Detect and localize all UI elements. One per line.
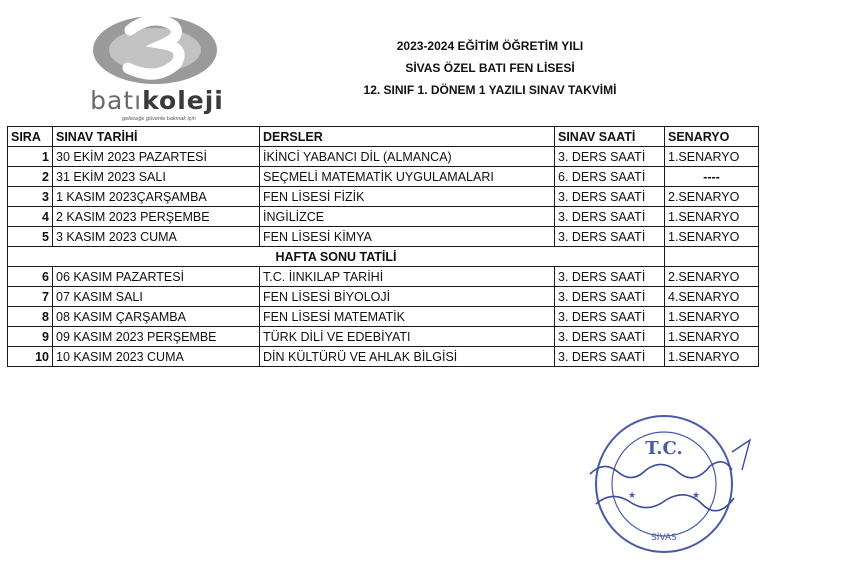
official-stamp-seal	[582, 412, 772, 562]
table-row	[8, 287, 759, 307]
cell-course: SEÇMELİ MATEMATİK UYGULAMALARI	[260, 167, 555, 187]
weekend-break-label: HAFTA SONU TATİLİ	[8, 247, 665, 267]
cell-course: FEN LİSESİ BİYOLOJİ	[260, 287, 555, 307]
cell-time: 3. DERS SAATİ	[555, 347, 665, 367]
cell-course: T.C. İINKILAP TARİHİ	[260, 267, 555, 287]
cell-date: 10 KASIM 2023 CUMA	[53, 347, 260, 367]
table-row	[8, 347, 759, 367]
stamp-bottom-text: SİVAS	[651, 533, 677, 543]
table-row	[8, 327, 759, 347]
cell-no: 5	[8, 227, 53, 247]
weekend-break-row	[8, 247, 759, 267]
cell-date: 07 KASIM SALI	[53, 287, 260, 307]
table-row	[8, 227, 759, 247]
table-row	[8, 207, 759, 227]
cell-no: 3	[8, 187, 53, 207]
exam-schedule-table	[7, 126, 759, 367]
table-header-row	[8, 127, 759, 147]
cell-scenario: 4.SENARYO	[665, 287, 759, 307]
cell-no: 8	[8, 307, 53, 327]
header-school: SİVAS ÖZEL BATI FEN LİSESİ	[405, 61, 575, 75]
cell-scenario: 2.SENARYO	[665, 267, 759, 287]
col-header-scenario: SENARYO	[665, 127, 759, 147]
cell-scenario: 1.SENARYO	[665, 347, 759, 367]
logo-tagline: geleceğe güvenle bakmak için	[122, 116, 196, 122]
cell-scenario: 1.SENARYO	[665, 227, 759, 247]
cell-course: DİN KÜLTÜRÜ VE AHLAK BİLGİSİ	[260, 347, 555, 367]
cell-date: 2 KASIM 2023 PERŞEMBE	[53, 207, 260, 227]
header-year: 2023-2024 EĞİTİM ÖĞRETİM YILI	[396, 39, 584, 53]
logo-wordmark	[62, 86, 252, 115]
weekend-break-empty-cell	[665, 247, 759, 267]
cell-date: 06 KASIM PAZARTESİ	[53, 267, 260, 287]
logo-3-mark-icon	[90, 8, 220, 88]
cell-no: 10	[8, 347, 53, 367]
cell-time: 3. DERS SAATİ	[555, 287, 665, 307]
stamp-top-text: T.C.	[645, 438, 683, 459]
cell-scenario: 1.SENARYO	[665, 147, 759, 167]
cell-course: FEN LİSESİ FİZİK	[260, 187, 555, 207]
stamp-ring	[596, 416, 732, 552]
stamp-star-icons	[628, 490, 700, 500]
cell-no: 7	[8, 287, 53, 307]
cell-course: TÜRK DİLİ VE EDEBİYATI	[260, 327, 555, 347]
header-title: 12. SINIF 1. DÖNEM 1 YAZILI SINAV TAKVİMİ	[363, 83, 617, 97]
cell-date: 08 KASIM ÇARŞAMBA	[53, 307, 260, 327]
cell-time: 3. DERS SAATİ	[555, 327, 665, 347]
cell-time: 3. DERS SAATİ	[555, 187, 665, 207]
cell-time: 3. DERS SAATİ	[555, 207, 665, 227]
table-row	[8, 267, 759, 287]
cell-scenario: 1.SENARYO	[665, 207, 759, 227]
cell-course: FEN LİSESİ KİMYA	[260, 227, 555, 247]
cell-date: 3 KASIM 2023 CUMA	[53, 227, 260, 247]
document-header	[305, 35, 675, 101]
cell-date: 09 KASIM 2023 PERŞEMBE	[53, 327, 260, 347]
cell-no: 4	[8, 207, 53, 227]
cell-time: 3. DERS SAATİ	[555, 307, 665, 327]
col-header-no: SIRA	[8, 127, 53, 147]
cell-scenario: 1.SENARYO	[665, 327, 759, 347]
cell-course: FEN LİSESİ MATEMATİK	[260, 307, 555, 327]
cell-time: 3. DERS SAATİ	[555, 147, 665, 167]
logo-word-light: batı	[90, 86, 143, 115]
cell-scenario: 1.SENARYO	[665, 307, 759, 327]
table-row	[8, 307, 759, 327]
table-row	[8, 167, 759, 187]
cell-date: 30 EKİM 2023 PAZARTESİ	[53, 147, 260, 167]
col-header-time: SINAV SAATİ	[555, 127, 665, 147]
svg-text:★: ★	[692, 490, 701, 500]
cell-no: 1	[8, 147, 53, 167]
cell-no: 9	[8, 327, 53, 347]
cell-time: 3. DERS SAATİ	[555, 227, 665, 247]
cell-course: İNGİLİZCE	[260, 207, 555, 227]
cell-no: 6	[8, 267, 53, 287]
table-row	[8, 187, 759, 207]
cell-no: 2	[8, 167, 53, 187]
cell-time: 6. DERS SAATİ	[555, 167, 665, 187]
cell-date: 31 EKİM 2023 SALI	[53, 167, 260, 187]
school-logo	[62, 8, 252, 123]
cell-scenario: ----	[665, 167, 759, 187]
cell-scenario: 2.SENARYO	[665, 187, 759, 207]
cell-course: İKİNCİ YABANCI DİL (ALMANCA)	[260, 147, 555, 167]
cell-date: 1 KASIM 2023ÇARŞAMBA	[53, 187, 260, 207]
cell-time: 3. DERS SAATİ	[555, 267, 665, 287]
svg-text:★: ★	[628, 490, 637, 500]
col-header-course: DERSLER	[260, 127, 555, 147]
col-header-date: SINAV TARİHİ	[53, 127, 260, 147]
logo-word-bold: koleji	[142, 86, 224, 115]
table-row	[8, 147, 759, 167]
